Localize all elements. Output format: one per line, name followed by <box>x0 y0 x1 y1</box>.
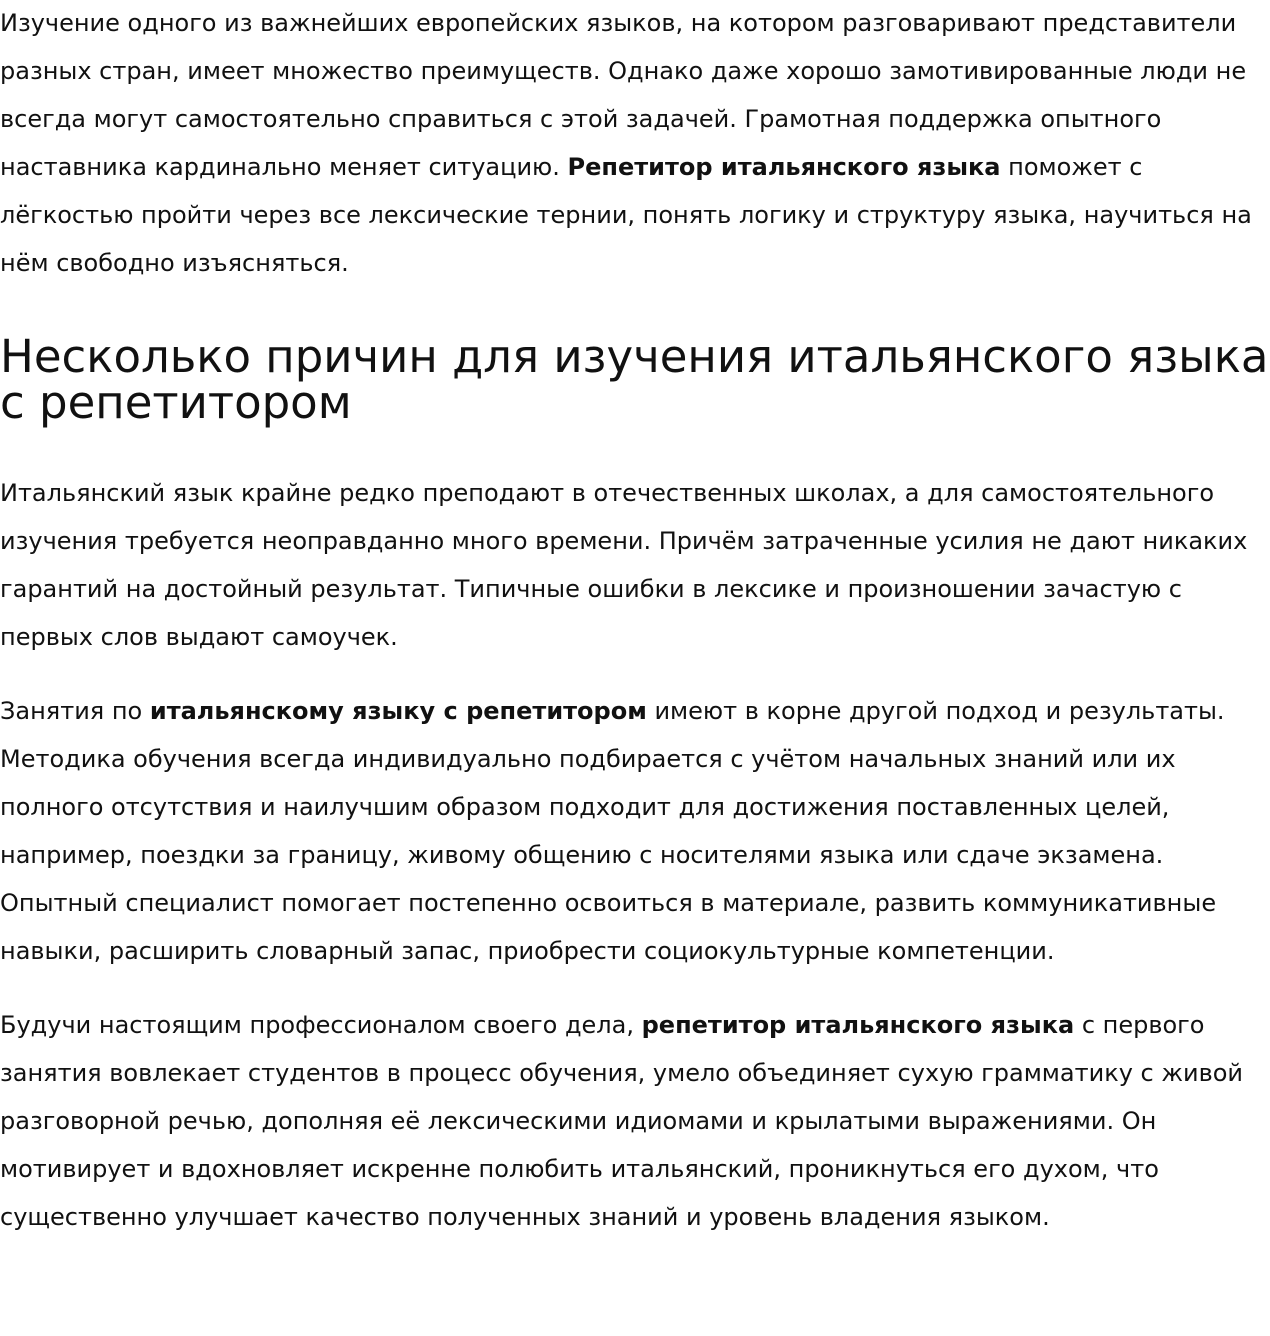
intro-bold-keyword: Репетитор итальянского языка <box>567 153 1001 181</box>
intro-paragraph <box>0 0 1270 287</box>
paragraph-3-text-1: Будучи настоящим профессионалом своего дела, <box>0 1011 642 1039</box>
section-heading: Несколько причин для изучения итальянского языка с репетитором <box>0 330 1269 429</box>
paragraph-2-bold-keyword: итальянскому языку с репетитором <box>149 697 647 725</box>
paragraph-3-text-2: с первого занятия вовлекает студентов в процесс обучения, умело объединяет сухую грамматику с живой разговорной речью, дополняя её лексическими идиомами и крылатыми выражениями. Он мотивирует и вдохновляет искренне полюбить итальянский, проникнуться его духом, что существенно улучшает качество полученных знаний и уровень владения языком. <box>0 1011 1243 1231</box>
paragraph-3-bold-keyword: репетитор итальянского языка <box>641 1011 1075 1039</box>
intro-text-1: Изучение одного из важнейших европейских языков, на котором разговаривают представители разных стран, имеет множество преимуществ. Однако даже хорошо замотивированные люди не всегда могут самостоятельно справиться с этой задачей. Грамотная поддержка опытного наставника кардинально меняет ситуацию. <box>0 9 1247 181</box>
paragraph-2 <box>0 687 1270 975</box>
paragraph-3 <box>0 1001 1270 1241</box>
paragraph-2-text-1: Занятия по <box>0 697 150 725</box>
intro-text-2: поможет с лёгкостью пройти через все лексические тернии, понять логику и структуру языка, научиться на нём свободно изъясняться. <box>0 153 1252 277</box>
paragraph-1 <box>0 469 1270 661</box>
paragraph-1-text: Итальянский язык крайне редко преподают в отечественных школах, а для самостоятельного изучения требуется неоправданно много времени. Причём затраченные усилия не дают никаких гарантий на достойный результат. Типичные ошибки в лексике и произношении зачастую с первых слов выдают самоучек. <box>0 479 1248 651</box>
paragraph-2-text-2: имеют в корне другой подход и результаты. Методика обучения всегда индивидуально подбирается с учётом начальных знаний или их полного отсутствия и наилучшим образом подходит для достижения поставленных целей, например, поездки за границу, живому общению с носителями языка или сдаче экзамена. Опытный специалист помогает постепенно освоиться в материале, развить коммуникативные навыки, расширить словарный запас, приобрести социокультурные компетенции. <box>0 697 1225 965</box>
